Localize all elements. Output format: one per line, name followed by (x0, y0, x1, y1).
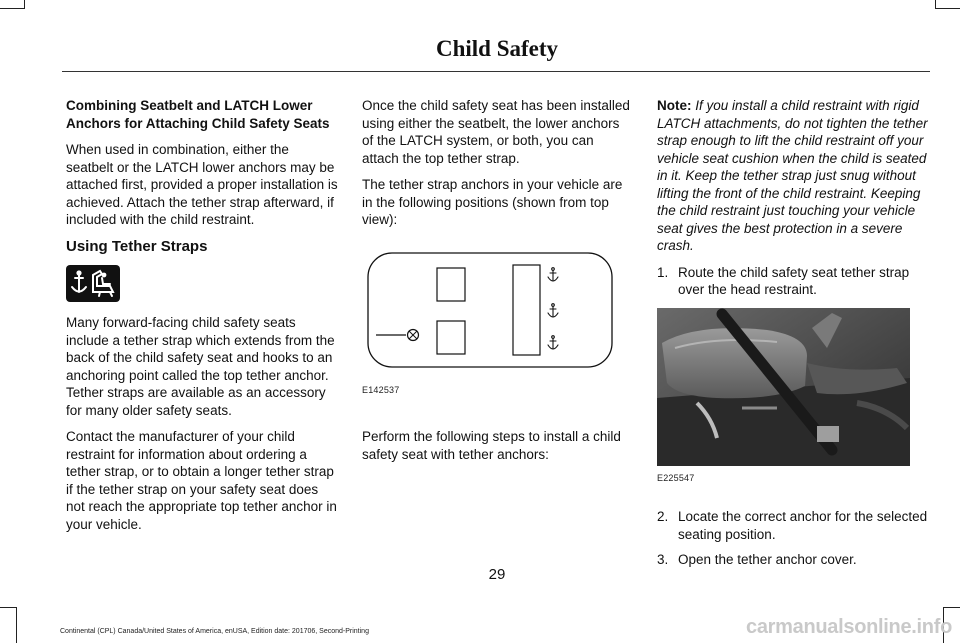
column-left (66, 97, 338, 542)
front-seat-passenger (437, 268, 465, 301)
paragraph: Many forward-facing child safety seats include a tether strap which extends from the back of the child safety seat and hooks to an anchoring point called the top tether anchor. Tether straps are available as an accessory for many older safety seats. (66, 315, 335, 418)
page-number: 29 (488, 566, 506, 583)
crop-mark (16, 607, 17, 643)
watermark: carmanualsonline.info (746, 616, 952, 638)
vehicle-outline (368, 253, 612, 367)
page-title: Child Safety (435, 36, 559, 61)
step-text: Open the tether anchor cover. (678, 552, 857, 567)
step-number: 3. (657, 552, 669, 567)
paragraph: Perform the following steps to install a child safety seat with tether anchors: (362, 429, 621, 462)
head-restraint-photo (657, 308, 910, 466)
paragraph: Once the child safety seat has been installed using either the seatbelt, the lower anchors of the LATCH system, or both, you can attach the top tether strap. (362, 98, 630, 166)
note-text: If you install a child restraint with rigid LATCH attachments, do not tighten the tether strap enough to lift the child restraint off your vehicle seat cushion when the child is seated in it. Keep the tether strap just snug without lifting the front of the child restraint. Keeping the child restraint just touching your vehicle seat gives the best protection in a severe crash. (657, 98, 928, 253)
crop-mark (24, 0, 25, 9)
step-item (657, 264, 929, 299)
paragraph: When used in combination, either the seatbelt or the LATCH lower anchors may be attached first, provided a proper installation is achieved. Attach the tether strap afterward, if included with the child restraint. (66, 142, 338, 227)
paragraph: Contact the manufacturer of your child restraint for information about ordering a tether strap, or to obtain a longer tether strap if the tether strap on your safety seat does not reach the appropriate top tether anchor in your vehicle. (66, 429, 337, 532)
note-label: Note: (657, 98, 692, 113)
header-rule (62, 71, 930, 72)
note (657, 97, 929, 255)
step-number: 1. (657, 264, 669, 280)
anchor-icon (548, 267, 558, 280)
anchor-icon (548, 303, 558, 316)
paragraph: The tether strap anchors in your vehicle are in the following positions (shown from top view): (362, 177, 623, 227)
crop-mark (0, 607, 16, 608)
crop-mark (0, 8, 24, 9)
tether-anchor-diagram (362, 251, 632, 376)
rear-bench-seat (513, 265, 540, 355)
edition-footer: Continental (CPL) Canada/United States of America, enUSA, Edition date: 201706, Second-Printing (60, 628, 369, 635)
step-text: Route the child safety seat tether strap over the head restraint. (678, 264, 910, 297)
subsection-heading: Using Tether Straps (66, 237, 208, 255)
column-right (657, 97, 929, 577)
section-heading: Combining Seatbelt and LATCH Lower Anchors for Attaching Child Safety Seats (66, 98, 330, 131)
crop-mark (936, 8, 960, 9)
anchor-icon (548, 335, 558, 348)
tether-anchor (817, 426, 839, 442)
crop-mark (944, 607, 960, 608)
front-seat-driver (437, 321, 465, 354)
child-seat-tether-icon (66, 265, 120, 302)
step-text: Locate the correct anchor for the selected seating position. (678, 509, 928, 542)
figure-code: E225547 (657, 472, 695, 483)
step-number: 2. (657, 509, 669, 524)
step-item (657, 508, 929, 543)
crop-mark (935, 0, 936, 9)
column-middle (362, 97, 632, 472)
figure-code: E142537 (362, 384, 400, 395)
